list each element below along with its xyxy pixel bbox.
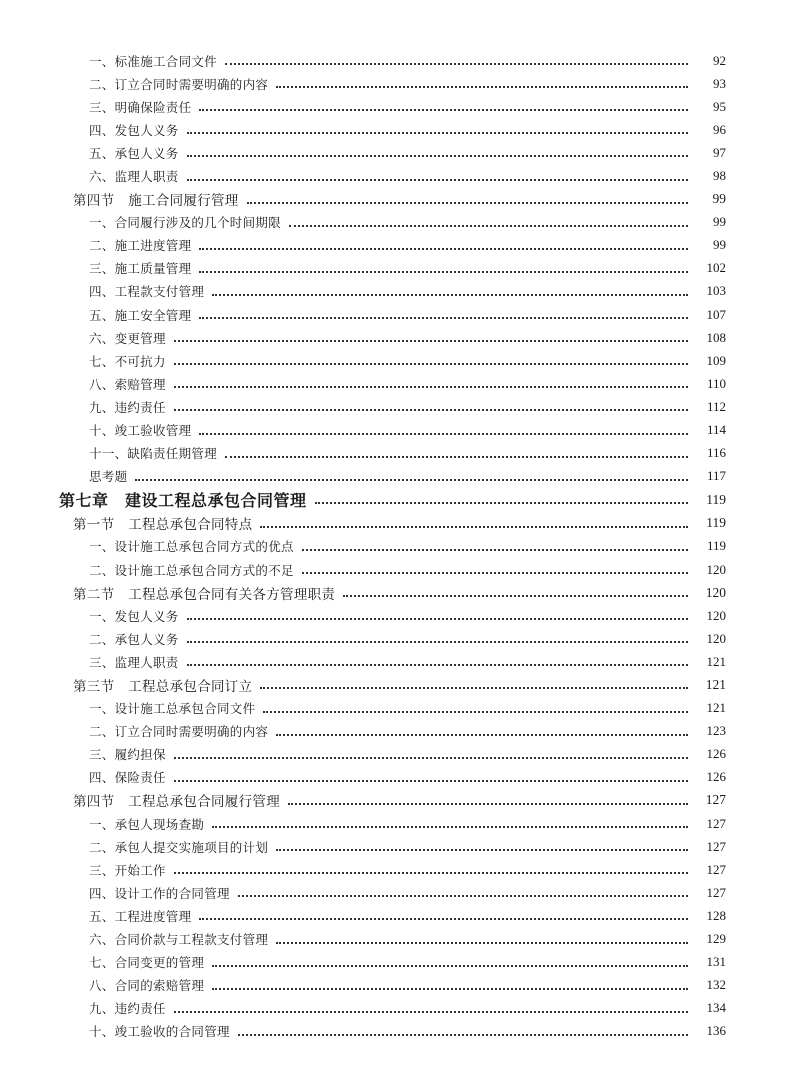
- toc-page-number: 117: [706, 468, 726, 484]
- toc-entry-title: 四、工程款支付管理: [89, 282, 210, 300]
- dot-leader: [199, 270, 688, 273]
- toc-item-row[interactable]: [0, 1020, 790, 1043]
- toc-item-row[interactable]: [0, 627, 790, 650]
- toc-page-number: 136: [706, 1023, 726, 1039]
- toc-page-number: 98: [713, 168, 726, 184]
- toc-item-row[interactable]: [0, 95, 790, 118]
- table-of-contents: [0, 49, 790, 1043]
- toc-page-number: 97: [713, 144, 726, 160]
- toc-page-number: 121: [706, 653, 726, 669]
- dot-leader: [276, 85, 688, 88]
- dot-leader: [343, 594, 688, 597]
- toc-item-row[interactable]: [0, 303, 790, 326]
- toc-page-number: 127: [705, 792, 726, 808]
- toc-entry-title: 四、设计工作的合同管理: [89, 884, 236, 902]
- toc-item-row[interactable]: [0, 349, 790, 372]
- toc-page-number: 103: [706, 283, 726, 299]
- dot-leader: [187, 617, 688, 620]
- toc-section-row[interactable]: [0, 673, 790, 696]
- dot-leader: [238, 1033, 688, 1036]
- toc-entry-title: 三、监理人职责: [89, 653, 185, 671]
- toc-page-number: 128: [706, 907, 726, 923]
- toc-item-row[interactable]: [0, 974, 790, 997]
- toc-entry-title: 一、合同履行涉及的几个时间期限: [89, 213, 287, 231]
- toc-entry-title: 八、索赔管理: [89, 375, 172, 393]
- dot-leader: [174, 408, 688, 411]
- dot-leader: [174, 779, 688, 782]
- toc-section-row[interactable]: [0, 581, 790, 604]
- dot-leader: [276, 848, 688, 851]
- toc-entry-title: 一、设计施工总承包合同文件: [89, 699, 261, 717]
- toc-item-row[interactable]: [0, 997, 790, 1020]
- toc-item-row[interactable]: [0, 697, 790, 720]
- toc-entry-title: 六、变更管理: [89, 329, 172, 347]
- toc-entry-title: 二、订立合同时需要明确的内容: [89, 722, 274, 740]
- toc-page-number: 110: [706, 375, 726, 391]
- toc-item-row[interactable]: [0, 812, 790, 835]
- toc-entry-title: 九、违约责任: [89, 398, 172, 416]
- toc-entry-title: 二、承包人提交实施项目的计划: [89, 838, 274, 856]
- toc-item-row[interactable]: [0, 49, 790, 72]
- toc-page-number: 99: [713, 237, 726, 253]
- toc-item-row[interactable]: [0, 211, 790, 234]
- toc-entry-title: 四、发包人义务: [89, 121, 185, 139]
- toc-entry-title: 五、承包人义务: [89, 144, 185, 162]
- toc-item-row[interactable]: [0, 395, 790, 418]
- toc-item-row[interactable]: [0, 951, 790, 974]
- dot-leader: [135, 478, 688, 481]
- toc-entry-title: 二、承包人义务: [89, 630, 185, 648]
- toc-page-number: 92: [713, 52, 726, 68]
- toc-item-row[interactable]: [0, 72, 790, 95]
- toc-entry-title: 第七章 建设工程总承包合同管理: [59, 488, 313, 511]
- dot-leader: [302, 571, 688, 574]
- toc-section-row[interactable]: [0, 789, 790, 812]
- toc-page-number: 121: [706, 700, 726, 716]
- toc-page-number: 109: [706, 352, 726, 368]
- toc-item-row[interactable]: [0, 326, 790, 349]
- toc-page-number: 120: [705, 584, 726, 600]
- toc-page-number: 107: [706, 306, 726, 322]
- dot-leader: [212, 293, 688, 296]
- dot-leader: [212, 825, 688, 828]
- toc-page-number: 129: [706, 931, 726, 947]
- toc-page-number: 127: [706, 815, 726, 831]
- toc-item-row[interactable]: [0, 650, 790, 673]
- dot-leader: [199, 917, 688, 920]
- toc-item-row[interactable]: [0, 720, 790, 743]
- dot-leader: [288, 802, 688, 805]
- dot-leader: [238, 894, 688, 897]
- toc-page-number: 134: [706, 1000, 726, 1016]
- dot-leader: [174, 362, 688, 365]
- toc-entry-title: 五、工程进度管理: [89, 907, 197, 925]
- dot-leader: [174, 385, 688, 388]
- toc-entry-title: 二、设计施工总承包合同方式的不足: [89, 561, 300, 579]
- toc-item-row[interactable]: [0, 535, 790, 558]
- dot-leader: [187, 663, 688, 666]
- toc-entry-title: 五、施工安全管理: [89, 306, 197, 324]
- toc-item-row[interactable]: [0, 118, 790, 141]
- dot-leader: [247, 201, 688, 204]
- dot-leader: [276, 733, 688, 736]
- toc-entry-title: 三、明确保险责任: [89, 98, 197, 116]
- toc-item-row[interactable]: [0, 558, 790, 581]
- toc-entry-title: 三、履约担保: [89, 745, 172, 763]
- toc-item-row[interactable]: [0, 141, 790, 164]
- dot-leader: [260, 525, 688, 528]
- toc-page-number: 120: [706, 630, 726, 646]
- dot-leader: [260, 686, 688, 689]
- toc-page-number: 99: [712, 191, 726, 207]
- toc-page-number: 127: [706, 884, 726, 900]
- toc-item-row[interactable]: [0, 372, 790, 395]
- dot-leader: [302, 548, 688, 551]
- toc-page-number: 116: [706, 445, 726, 461]
- toc-entry-title: 一、标准施工合同文件: [89, 52, 223, 70]
- dot-leader: [212, 964, 688, 967]
- toc-page-number: 123: [706, 723, 726, 739]
- dot-leader: [174, 756, 688, 759]
- toc-entry-title: 一、承包人现场查勘: [89, 815, 210, 833]
- toc-page-number: 96: [713, 121, 726, 137]
- toc-page-number: 102: [706, 260, 726, 276]
- dot-leader: [199, 108, 688, 111]
- toc-entry-title: 思考题: [89, 467, 133, 485]
- toc-entry-title: 七、合同变更的管理: [89, 953, 210, 971]
- toc-item-row[interactable]: [0, 257, 790, 280]
- toc-entry-title: 第二节 工程总承包合同有关各方管理职责: [73, 583, 341, 603]
- toc-item-row[interactable]: [0, 442, 790, 465]
- dot-leader: [263, 710, 688, 713]
- toc-page-number: 93: [713, 75, 726, 91]
- toc-entry-title: 三、施工质量管理: [89, 259, 197, 277]
- toc-entry-title: 六、监理人职责: [89, 167, 185, 185]
- toc-entry-title: 第一节 工程总承包合同特点: [73, 513, 258, 533]
- toc-item-row[interactable]: [0, 465, 790, 488]
- toc-entry-title: 一、设计施工总承包合同方式的优点: [89, 537, 300, 555]
- toc-page-number: 114: [706, 422, 726, 438]
- toc-entry-title: 八、合同的索赔管理: [89, 976, 210, 994]
- toc-item-row[interactable]: [0, 835, 790, 858]
- toc-chapter-row[interactable]: [0, 488, 790, 512]
- dot-leader: [187, 154, 688, 157]
- toc-entry-title: 一、发包人义务: [89, 607, 185, 625]
- toc-item-row[interactable]: [0, 743, 790, 766]
- toc-item-row[interactable]: [0, 419, 790, 442]
- toc-page-number: 119: [706, 538, 726, 554]
- toc-page-number: 99: [713, 214, 726, 230]
- dot-leader: [225, 62, 688, 65]
- toc-page-number: 126: [706, 746, 726, 762]
- toc-entry-title: 九、违约责任: [89, 999, 172, 1017]
- toc-item-row[interactable]: [0, 766, 790, 789]
- dot-leader: [199, 247, 688, 250]
- toc-page-number: 119: [706, 515, 726, 531]
- toc-entry-title: 第三节 工程总承包合同订立: [73, 675, 258, 695]
- toc-item-row[interactable]: [0, 881, 790, 904]
- toc-entry-title: 十一、缺陷责任期管理: [89, 444, 223, 462]
- toc-page-number: 132: [706, 977, 726, 993]
- toc-page-number: 127: [706, 838, 726, 854]
- toc-entry-title: 二、施工进度管理: [89, 236, 197, 254]
- toc-page-number: 120: [706, 561, 726, 577]
- dot-leader: [187, 178, 688, 181]
- toc-entry-title: 七、不可抗力: [89, 352, 172, 370]
- toc-page-number: 95: [713, 98, 726, 114]
- toc-entry-title: 十、竣工验收管理: [89, 421, 197, 439]
- dot-leader: [174, 339, 688, 342]
- toc-item-row[interactable]: [0, 604, 790, 627]
- toc-item-row[interactable]: [0, 234, 790, 257]
- toc-page-number: 131: [706, 954, 726, 970]
- dot-leader: [199, 432, 688, 435]
- toc-entry-title: 三、开始工作: [89, 861, 172, 879]
- toc-page-number: 112: [706, 398, 726, 414]
- toc-entry-title: 十、竣工验收的合同管理: [89, 1022, 236, 1040]
- toc-item-row[interactable]: [0, 927, 790, 950]
- dot-leader: [225, 455, 688, 458]
- dot-leader: [212, 987, 688, 990]
- toc-item-row[interactable]: [0, 904, 790, 927]
- toc-page-number: 120: [706, 607, 726, 623]
- dot-leader: [174, 871, 688, 874]
- dot-leader: [174, 1010, 688, 1013]
- toc-item-row[interactable]: [0, 280, 790, 303]
- dot-leader: [276, 941, 688, 944]
- toc-page-number: 108: [706, 329, 726, 345]
- dot-leader: [199, 316, 688, 319]
- dot-leader: [315, 501, 688, 504]
- toc-entry-title: 第四节 施工合同履行管理: [73, 189, 245, 209]
- toc-item-row[interactable]: [0, 164, 790, 187]
- toc-entry-title: 二、订立合同时需要明确的内容: [89, 75, 274, 93]
- toc-page-number: 126: [706, 769, 726, 785]
- toc-page-number: 127: [706, 861, 726, 877]
- toc-page-number: 119: [706, 491, 726, 507]
- dot-leader: [289, 224, 688, 227]
- toc-page-number: 121: [705, 676, 726, 692]
- toc-entry-title: 六、合同价款与工程款支付管理: [89, 930, 274, 948]
- dot-leader: [187, 640, 688, 643]
- toc-entry-title: 第四节 工程总承包合同履行管理: [73, 790, 286, 810]
- toc-item-row[interactable]: [0, 858, 790, 881]
- toc-section-row[interactable]: [0, 188, 790, 211]
- toc-section-row[interactable]: [0, 512, 790, 535]
- toc-entry-title: 四、保险责任: [89, 768, 172, 786]
- dot-leader: [187, 131, 688, 134]
